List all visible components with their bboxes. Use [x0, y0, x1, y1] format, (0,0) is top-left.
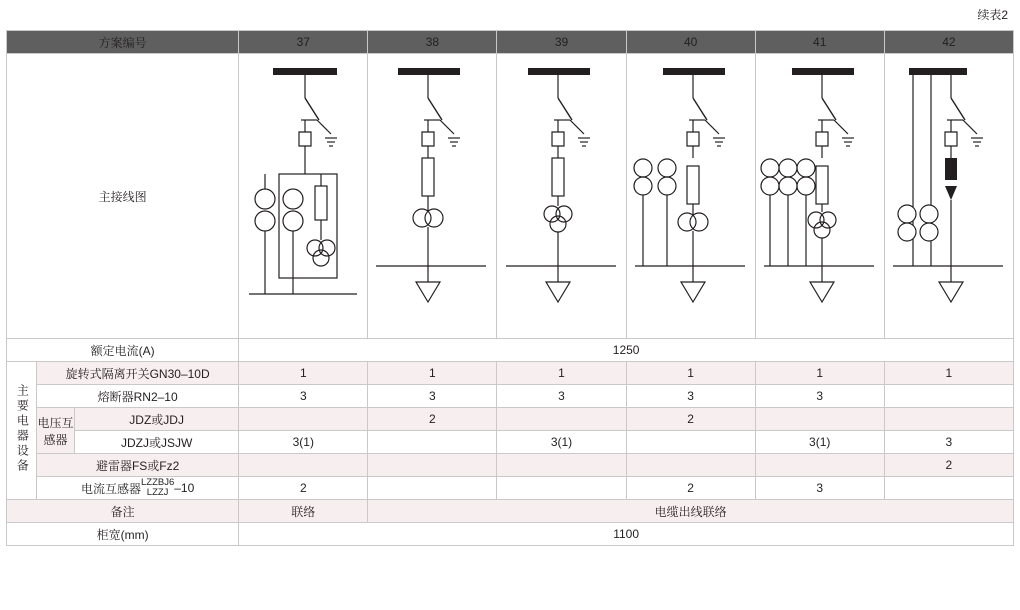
row-label-arrester: 避雷器FS或Fz2	[37, 454, 239, 477]
header-scheme-40: 40	[626, 31, 755, 54]
cell-fuse-37: 3	[239, 385, 368, 408]
cell-ct-39	[497, 477, 626, 500]
cell-disconnector-41: 1	[755, 362, 884, 385]
row-label-ct	[37, 477, 239, 500]
diagram-cell-40	[626, 54, 755, 339]
cell-disconnector-39: 1	[497, 362, 626, 385]
ct-model-fraction	[141, 478, 174, 497]
remark-rest: 电缆出线联络	[368, 500, 1014, 523]
diagram-row-label: 主接线图	[7, 54, 239, 339]
width-row	[7, 523, 1014, 546]
spec-table	[6, 30, 1014, 546]
ct-model-top: LZZBJ6	[140, 477, 175, 489]
row-label-disconnector: 旋转式隔离开关GN30–10D	[37, 362, 239, 385]
header-scheme-label: 方案编号	[7, 31, 239, 54]
ct-model-bottom: LZZJ	[146, 487, 169, 498]
diagram-cell-38	[368, 54, 497, 339]
remark-37: 联络	[239, 500, 368, 523]
rated-current-row	[7, 339, 1014, 362]
cell-vt-jdzj-39: 3(1)	[497, 431, 626, 454]
row-vt-jdz	[7, 408, 1014, 431]
cell-ct-41: 3	[755, 477, 884, 500]
cell-ct-42	[884, 477, 1013, 500]
ct-label-text: 电流互感器	[80, 481, 141, 496]
cell-arrester-41	[755, 454, 884, 477]
row-arrester	[7, 454, 1014, 477]
row-label-vt-jdz: JDZ或JDJ	[75, 408, 239, 431]
cell-fuse-39: 3	[497, 385, 626, 408]
cell-vt-jdzj-41: 3(1)	[755, 431, 884, 454]
header-scheme-41: 41	[755, 31, 884, 54]
schematic-39	[498, 54, 626, 338]
cell-vt-jdz-38: 2	[368, 408, 497, 431]
header-scheme-39: 39	[497, 31, 626, 54]
cell-fuse-42	[884, 385, 1013, 408]
remark-row	[7, 500, 1014, 523]
cell-disconnector-40: 1	[626, 362, 755, 385]
cell-fuse-41: 3	[755, 385, 884, 408]
diagram-cell-39	[497, 54, 626, 339]
cell-vt-jdzj-42: 3	[884, 431, 1013, 454]
row-label-vt-jdzj: JDZJ或JSJW	[75, 431, 239, 454]
cell-ct-40: 2	[626, 477, 755, 500]
diagram-cell-41	[755, 54, 884, 339]
cell-vt-jdz-39	[497, 408, 626, 431]
cell-vt-jdzj-38	[368, 431, 497, 454]
table-header-row	[7, 31, 1014, 54]
header-scheme-38: 38	[368, 31, 497, 54]
cell-disconnector-37: 1	[239, 362, 368, 385]
width-value: 1100	[239, 523, 1014, 546]
group-label-cell	[7, 362, 37, 500]
schematic-38	[368, 54, 496, 338]
diagram-cell-42	[884, 54, 1013, 339]
cell-ct-37: 2	[239, 477, 368, 500]
ct-label-suffix: –10	[174, 481, 195, 495]
cell-disconnector-42: 1	[884, 362, 1013, 385]
header-scheme-37: 37	[239, 31, 368, 54]
continuation-note: 续表2	[977, 8, 1008, 22]
cell-vt-jdz-41	[755, 408, 884, 431]
cell-vt-jdz-42	[884, 408, 1013, 431]
cell-ct-38	[368, 477, 497, 500]
cell-arrester-37	[239, 454, 368, 477]
row-vt-jdzj	[7, 431, 1014, 454]
cell-vt-jdzj-37: 3(1)	[239, 431, 368, 454]
row-disconnector	[7, 362, 1014, 385]
rated-current-label: 额定电流(A)	[7, 339, 239, 362]
schematic-41	[756, 54, 884, 338]
diagram-cell-37	[239, 54, 368, 339]
cell-vt-jdz-37	[239, 408, 368, 431]
group-label: 主要电器设备	[15, 384, 30, 474]
cell-arrester-38	[368, 454, 497, 477]
schematic-37	[239, 54, 367, 338]
header-scheme-42: 42	[884, 31, 1013, 54]
cell-vt-jdzj-40	[626, 431, 755, 454]
rated-current-value: 1250	[239, 339, 1014, 362]
cell-vt-jdz-40: 2	[626, 408, 755, 431]
row-ct	[7, 477, 1014, 500]
diagram-row	[7, 54, 1014, 339]
row-fuse	[7, 385, 1014, 408]
cell-fuse-38: 3	[368, 385, 497, 408]
schematic-42	[885, 54, 1013, 338]
schematic-40	[627, 54, 755, 338]
cell-arrester-42: 2	[884, 454, 1013, 477]
cell-disconnector-38: 1	[368, 362, 497, 385]
row-sublabel-vt: 电压互感器	[37, 408, 75, 454]
cell-arrester-40	[626, 454, 755, 477]
row-label-fuse: 熔断器RN2–10	[37, 385, 239, 408]
cell-arrester-39	[497, 454, 626, 477]
cell-fuse-40: 3	[626, 385, 755, 408]
width-label: 柜宽(mm)	[7, 523, 239, 546]
remark-label: 备注	[7, 500, 239, 523]
